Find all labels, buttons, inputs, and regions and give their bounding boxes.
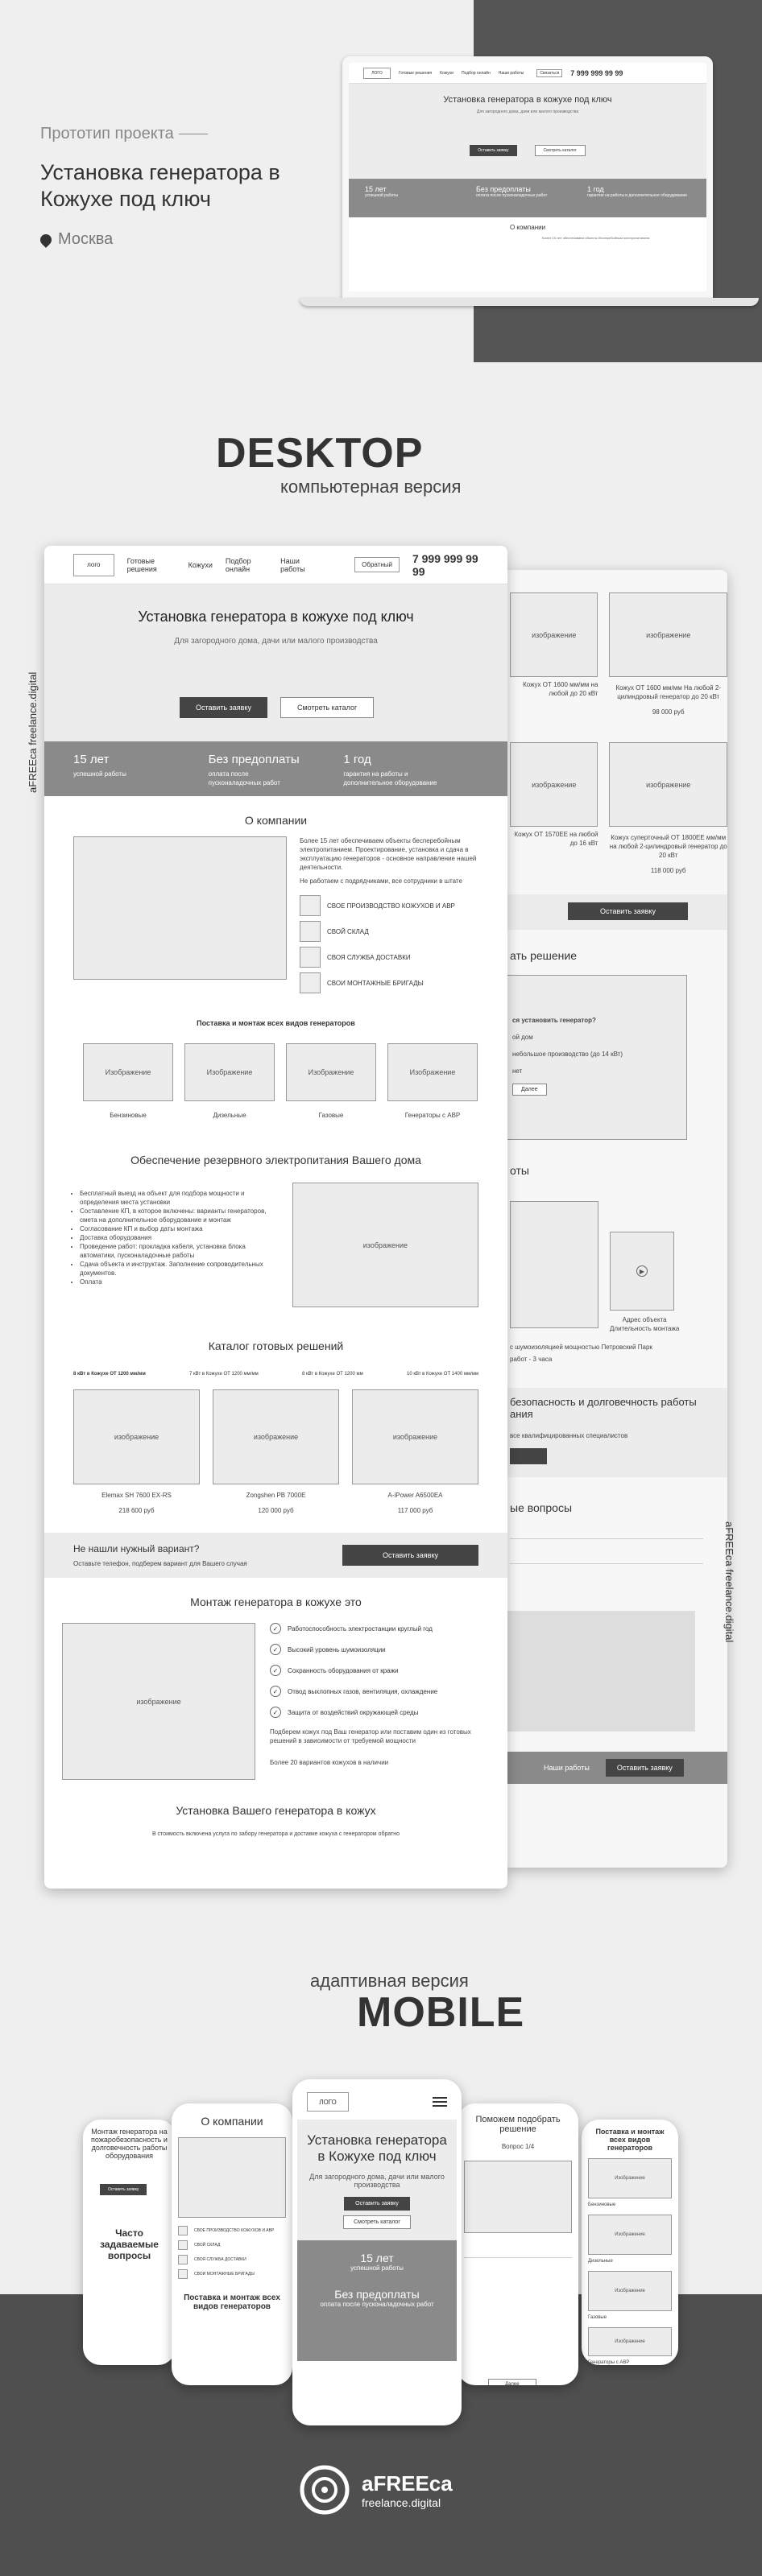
stat-sub: успешной работы: [73, 770, 126, 778]
product-name[interactable]: Zongshen PB 7000E: [246, 1492, 306, 1499]
notfound-order-button[interactable]: Оставить заявку: [342, 1545, 478, 1566]
quiz-option[interactable]: небольшое производство (до 14 кВт): [512, 1051, 623, 1058]
mobile-type-label[interactable]: Генераторы с АВР: [588, 2360, 630, 2365]
product-price: 218 600 руб: [118, 1507, 155, 1514]
desktop-logo[interactable]: лого: [73, 554, 114, 576]
product-image[interactable]: изображение: [213, 1389, 339, 1484]
notfound-sub: Оставьте телефон, подберем вариант для Вашего случая: [73, 1559, 247, 1567]
mount-item: Сохранность оборудования от кражи: [288, 1666, 399, 1674]
quiz-question: ся установить генератор?: [512, 1017, 596, 1024]
mount-item: Отвод выхлопных газов, вентиляция, охлаждение: [288, 1687, 438, 1695]
laptop-nav-item[interactable]: Кожухи: [440, 70, 453, 76]
mobile-catalog-button[interactable]: Смотреть каталог: [343, 2215, 411, 2229]
callback-button[interactable]: Обратный: [354, 557, 400, 572]
mobile-stat-sub: успешной работы: [350, 2264, 404, 2272]
feature-icon: [300, 947, 321, 968]
laptop-stat-title: Без предоплаты: [476, 185, 531, 193]
desktop-frame: [44, 546, 507, 1889]
laptop-nav-item[interactable]: Готовые решения: [399, 70, 433, 76]
mobile-hero-sub: Для загородного дома, дачи или малого производства: [309, 2173, 445, 2189]
types-title: Поставка и монтаж всех видов генераторов: [197, 1019, 355, 1027]
mobile-logo[interactable]: ЛОГО: [307, 2092, 349, 2112]
mobile-type-label[interactable]: Дизельные: [588, 2259, 613, 2264]
product-name[interactable]: A-iPower A6500EA: [387, 1492, 443, 1499]
mount-image: изображение: [62, 1623, 255, 1780]
type-label[interactable]: Газовые: [318, 1112, 344, 1119]
product-price: 118 000 руб: [650, 867, 686, 874]
project-title: Установка генератора в Кожухе под ключ: [40, 160, 280, 211]
laptop-screen: [342, 56, 713, 298]
back-order-button[interactable]: Оставить заявку: [568, 902, 688, 920]
check-icon: ✓: [270, 1707, 281, 1718]
mobile-hero-title: Установка генератора в Кожухе под ключ: [307, 2132, 447, 2164]
about-image: [73, 836, 287, 980]
type-image[interactable]: Изображение: [387, 1043, 478, 1101]
type-image[interactable]: Изображение: [286, 1043, 376, 1101]
product-price: 117 000 руб: [397, 1507, 433, 1514]
laptop-nav: [349, 63, 706, 84]
mobile-stat-title: Без предоплаты: [334, 2288, 420, 2301]
catalog-tab[interactable]: 7 кВт в Кожухе ОТ 1200 мм/мм: [189, 1372, 259, 1377]
notfound-title: Не нашли нужный вариант?: [73, 1542, 200, 1554]
laptop-callback-button[interactable]: Связаться: [536, 69, 562, 77]
play-icon: ▶: [636, 1265, 648, 1277]
laptop-hero-sub: Для загородного дома, дачи или малого производства: [476, 109, 579, 114]
backup-item: • Доставка оборудования: [80, 1233, 271, 1242]
quiz-option[interactable]: нет: [512, 1067, 523, 1075]
mobile-right: [582, 2120, 678, 2365]
feature-label: СВОЯ СЛУЖБА ДОСТАВКИ: [327, 953, 411, 961]
catalog-tab[interactable]: 10 кВт в Кожухе ОТ 1400 мм/мм: [406, 1372, 478, 1377]
backup-title: Обеспечение резервного электропитания Вашего дома: [130, 1154, 421, 1166]
quiz-option[interactable]: ой дом: [512, 1034, 533, 1041]
image-placeholder: изображение: [510, 592, 598, 677]
mount-item: Высокий уровень шумоизоляции: [288, 1645, 386, 1653]
type-label[interactable]: Генераторы с АВР: [404, 1112, 461, 1119]
check-icon: ✓: [270, 1644, 281, 1655]
desktop-subtitle: компьютерная версия: [280, 477, 462, 497]
footer-nav-item[interactable]: Наши работы: [544, 1764, 590, 1772]
laptop-order-button[interactable]: Оставить заявку: [470, 145, 516, 156]
brand-sub: freelance.digital: [362, 2496, 441, 2509]
product-image[interactable]: изображение: [352, 1389, 478, 1484]
faq-divider: [510, 1538, 703, 1539]
mobile-types-title: Поставка и монтаж всех видов генераторов: [595, 2128, 665, 2152]
stat-title: Без предоплаты: [208, 753, 300, 766]
help-title: ать решение: [510, 949, 578, 962]
backup-list: [73, 1189, 271, 1307]
hero-subtitle: Для загородного дома, дачи или малого производства: [174, 637, 378, 646]
project-label: Прототип проекта: [40, 125, 208, 143]
mobile-quiz-next[interactable]: Далее: [488, 2379, 536, 2385]
laptop-stat-sub: оплата после пусконаладочных работ: [476, 193, 548, 198]
mobile-about-title: О компании: [201, 2115, 263, 2128]
mobile-about-image: [178, 2137, 286, 2218]
backup-image: изображение: [292, 1183, 478, 1307]
about-title: О компании: [244, 814, 308, 827]
image-placeholder: изображение: [510, 742, 598, 827]
mobile-subtitle: адаптивная версия: [310, 1971, 469, 1991]
stats-bar: [44, 741, 507, 796]
mobile-feature: СВОИ МОНТАЖНЫЕ БРИГАДЫ: [194, 2272, 255, 2277]
backup-item: • Проведение работ: прокладка кабеля, установка блока автоматики, пусконаладочные работы: [80, 1242, 271, 1260]
type-image[interactable]: Изображение: [83, 1043, 173, 1101]
product-name: Кожух ОТ 1600 мм/мм на любой до 20 кВт: [523, 681, 598, 697]
check-icon: ✓: [270, 1665, 281, 1676]
nav-item[interactable]: Наши работы: [280, 556, 305, 573]
backup-item: • Составление КП, в которое включены: варианты генераторов, смета на дополнительное оборудование и монтаж: [80, 1207, 271, 1224]
product-name: Кожух суперточный ОТ 1800ЕЕ мм/мм на любой 2-цилиндровый генератор до 20 кВт: [609, 834, 727, 859]
backup-item: • Согласование КП и выбор даты монтажа: [80, 1224, 271, 1233]
mount-title: Монтаж генератора в кожухе это: [190, 1596, 362, 1608]
hero-order-button[interactable]: Оставить заявку: [180, 697, 267, 718]
product-price: 98 000 руб: [652, 708, 685, 716]
type-image[interactable]: Изображение: [184, 1043, 275, 1101]
feature-label: СВОЕ ПРОИЗВОДСТВО КОЖУХОВ И АВР: [327, 902, 455, 910]
header-phone[interactable]: 7 999 999 99 99: [412, 551, 478, 578]
mobile-title: MOBILE: [357, 1989, 525, 2036]
menu-icon[interactable]: [433, 2095, 447, 2109]
works-caption2: Длительность монтажа: [610, 1325, 680, 1332]
laptop-stats: [349, 179, 706, 217]
laptop-about-title: О компании: [509, 224, 546, 231]
stat-sub: гарантия на работы и дополнительное оборудование: [343, 770, 437, 786]
mobile-type-image[interactable]: Изображение: [588, 2215, 672, 2255]
mount-text: Подберем кожух под Ваш генератор или поставим один из готовых решений в зависимости от требуемой мощности: [270, 1728, 471, 1744]
side-label-right: aFREEca freelance.digital: [723, 1521, 735, 1643]
about-text: Более 15 лет обеспечиваем объекты бесперебойным электропитанием. Проектирование, установка и сдача в эксплуатацию генераторов - основное направление нашей деятельности.: [300, 837, 477, 871]
quiz-next-button[interactable]: Далее: [512, 1084, 547, 1096]
safety-title-2: ания: [510, 1408, 533, 1420]
brand-logo-icon: [294, 2462, 355, 2518]
product-name[interactable]: Elemax SH 7600 EX-RS: [101, 1492, 172, 1499]
works-title: оты: [510, 1164, 529, 1177]
faq-image: [503, 1611, 695, 1732]
catalog-tab[interactable]: 8 кВт в Кожухе ОТ 1200 мм: [301, 1372, 363, 1377]
mobile-type-image[interactable]: Изображение: [588, 2327, 672, 2356]
mount-item: Работоспособность электростанции круглый год: [288, 1624, 433, 1633]
mount-item: Защита от воздействий окружающей среды: [288, 1708, 419, 1716]
laptop-hero: [349, 84, 706, 179]
check-icon: ✓: [270, 1686, 281, 1697]
backup-item: • Оплата: [80, 1278, 271, 1286]
mobile-type-image[interactable]: Изображение: [588, 2158, 672, 2198]
feature-icon: [178, 2269, 188, 2279]
product-name: Кожух ОТ 1600 мм/мм На любой 2-цилиндровый генератор до 20 кВт: [615, 684, 721, 700]
type-label[interactable]: Бензиновые: [110, 1112, 147, 1119]
works-address: с шумоизоляцией мощностью Петровский Парк: [510, 1344, 652, 1351]
stat-title: 15 лет: [73, 753, 110, 766]
feature-label: СВОЙ СКЛАД: [327, 927, 369, 935]
safety-title: безопасность и долговечность работы: [510, 1396, 697, 1408]
mobile-stat-sub: оплата после пусконаладочных работ: [320, 2301, 434, 2308]
mount-text-2: Более 20 вариантов кожухов в наличии: [270, 1759, 389, 1766]
image-placeholder: изображение: [609, 742, 727, 827]
mobile-left-faq: Часто задаваемые вопросы: [100, 2227, 159, 2261]
catalog-tab[interactable]: 8 кВт в Кожухе ОТ 1200 мм/мм: [73, 1372, 146, 1377]
desktop-title: DESKTOP: [216, 430, 424, 477]
brand: [294, 2462, 453, 2518]
work-image: [510, 1201, 598, 1328]
stat-sub: оплата после пусконаладочных работ: [208, 770, 280, 786]
mobile-order-button[interactable]: Оставить заявку: [344, 2197, 410, 2211]
mobile-type-label[interactable]: Газовые: [588, 2315, 607, 2320]
catalog-title: Каталог готовых решений: [208, 1340, 344, 1352]
mobile-left: [83, 2120, 176, 2365]
mobile-quiz-image: [464, 2161, 572, 2233]
mobile-quiz-title: Поможем подобрать решение: [475, 2115, 561, 2134]
laptop-nav-item[interactable]: Наши работы: [498, 70, 524, 76]
product-image[interactable]: изображение: [73, 1389, 200, 1484]
brand-name: aFREEca: [362, 2471, 453, 2496]
mobile-about: [172, 2103, 292, 2385]
project-city: Москва: [40, 230, 113, 249]
nav-item[interactable]: Подбор онлайн: [225, 556, 251, 573]
feature-icon: [178, 2226, 188, 2235]
product-name: Кожух ОТ 1570ЕЕ на любой до 16 кВт: [514, 831, 598, 847]
mobile-left-title: Монтаж генератора на пожаробезопасность и долговечность работы оборудования: [91, 2128, 168, 2160]
works-note: работ - 3 часа: [510, 1356, 553, 1363]
desktop-nav: [44, 546, 507, 584]
hero-catalog-button[interactable]: Смотреть каталог: [280, 697, 374, 718]
laptop-hero-title: Установка генератора в кожухе под ключ: [443, 95, 612, 105]
mobile-stat-title: 15 лет: [360, 2252, 394, 2264]
about-text-2: Не работаем с подрядчиками, все сотрудники в штате: [300, 877, 462, 885]
mobile-main: [292, 2079, 462, 2425]
mobile-feature: СВОЯ СЛУЖБА ДОСТАВКИ: [194, 2257, 246, 2262]
install-sub: В стоимость включена услуга по забору генератора и доставке кожуха с генератором обратно: [151, 1831, 400, 1837]
divider: [464, 2257, 572, 2258]
safety-sub: все квалифицированных специалистов: [510, 1432, 628, 1439]
laptop-about-text: Более 15 лет обеспечиваем объекты бесперебойным электропитанием: [542, 236, 650, 240]
mobile-feature: СВОЕ ПРОИЗВОДСТВО КОЖУХОВ И АВР: [194, 2228, 275, 2233]
stat-title: 1 год: [343, 753, 371, 766]
desktop-back-frame: [503, 570, 727, 1868]
product-price: 120 000 руб: [258, 1507, 294, 1514]
laptop-logo[interactable]: ЛОГО: [363, 68, 391, 79]
mobile-left-button[interactable]: Оставить заявку: [100, 2184, 147, 2195]
feature-icon: [178, 2255, 188, 2264]
laptop-catalog-button[interactable]: Смотреть каталог: [535, 145, 586, 156]
backup-item: • Бесплатный выезд на объект для подбора мощности и определения места установки: [80, 1189, 271, 1207]
mobile-type-label[interactable]: Бензиновые: [588, 2202, 616, 2207]
type-label[interactable]: Дизельные: [213, 1112, 246, 1119]
image-placeholder: изображение: [609, 592, 727, 677]
faq-title: ые вопросы: [510, 1501, 573, 1514]
laptop-stat-title: 15 лет: [365, 185, 387, 193]
works-caption: Адрес объекта: [622, 1316, 667, 1323]
mobile-quiz: [458, 2103, 578, 2385]
footer-order-button[interactable]: Оставить заявку: [606, 1759, 684, 1777]
nav-item[interactable]: Кожухи: [188, 560, 213, 569]
feature-icon: [300, 972, 321, 993]
mobile-quiz-step: Вопрос 1/4: [501, 2143, 535, 2150]
feature-icon: [178, 2240, 188, 2250]
mobile-about-footer: Поставка и монтаж всех видов генераторов: [184, 2293, 280, 2311]
desktop-hero: [44, 584, 507, 741]
laptop-stat-title: 1 год: [587, 185, 604, 193]
laptop-nav-item[interactable]: Подбор онлайн: [461, 70, 491, 76]
safety-button[interactable]: [510, 1448, 547, 1464]
feature-icon: [300, 921, 321, 942]
install-title: Установка Вашего генератора в кожух: [176, 1804, 376, 1817]
location-pin-icon: [38, 232, 54, 248]
mobile-type-image[interactable]: Изображение: [588, 2271, 672, 2311]
side-label-left: aFREEca freelance.digital: [27, 671, 39, 793]
backup-item: • Сдача объекта и инструктаж. Заполнение сопроводительных документов.: [80, 1260, 271, 1278]
check-icon: ✓: [270, 1623, 281, 1634]
quiz-box: [503, 975, 687, 1140]
laptop-stat-sub: гарантия на работы и дополнительное оборудование: [587, 193, 688, 198]
faq-divider: [510, 1563, 703, 1564]
work-thumb[interactable]: [610, 1232, 674, 1311]
hero-title: Установка генератора в кожухе под ключ: [138, 609, 414, 625]
nav-item[interactable]: Готовые решения: [126, 556, 157, 573]
laptop-base: [300, 298, 759, 306]
feature-label: СВОИ МОНТАЖНЫЕ БРИГАДЫ: [327, 979, 424, 987]
laptop-stat-sub: успешной работы: [365, 193, 399, 198]
laptop-phone[interactable]: 7 999 999 99 99: [570, 68, 623, 77]
mobile-feature: СВОЙ СКЛАД: [194, 2243, 221, 2248]
feature-icon: [300, 895, 321, 916]
